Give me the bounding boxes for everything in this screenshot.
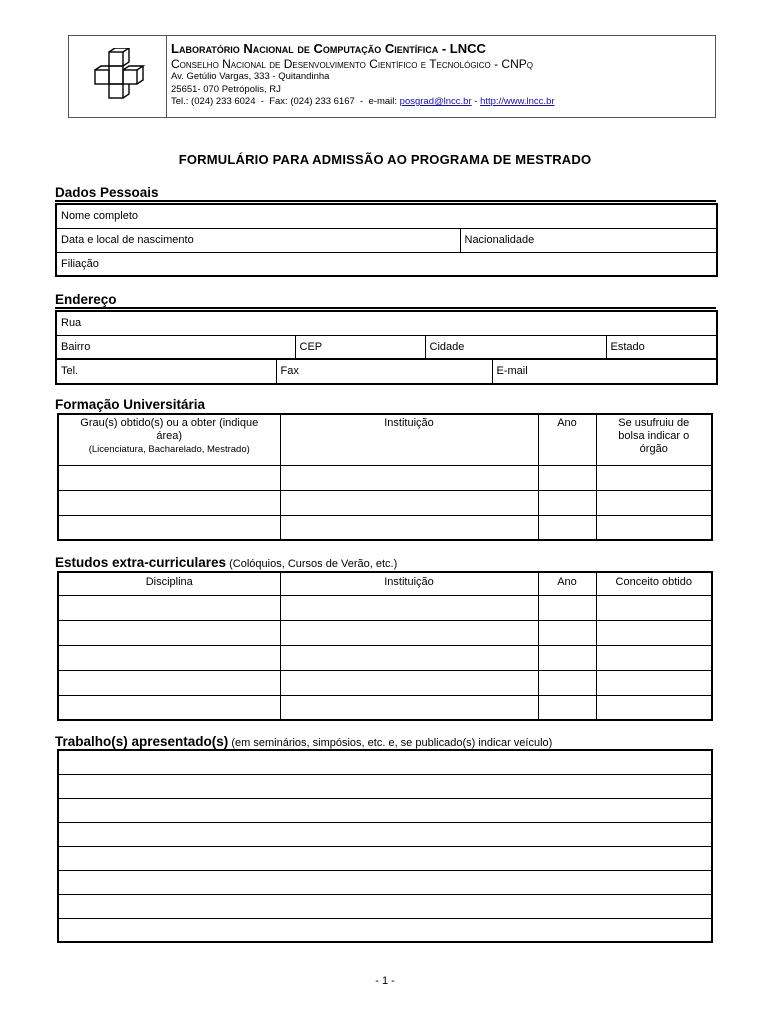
letterhead-text <box>171 41 711 109</box>
table-row <box>58 846 712 870</box>
cell-input[interactable] <box>280 670 538 695</box>
field-tel[interactable]: Tel. <box>56 360 276 384</box>
letterhead-divider <box>166 35 167 118</box>
cell-input[interactable] <box>538 465 596 490</box>
cell-input[interactable] <box>596 695 712 720</box>
endereco-contact-table <box>55 359 718 385</box>
trabalhos-heading-text: Trabalho(s) apresentado(s) <box>55 734 229 749</box>
cell-input[interactable] <box>596 595 712 620</box>
table-row <box>58 918 712 942</box>
address-line: Av. Getúlio Vargas, 333 - Quitandinha <box>171 71 330 82</box>
cell-input[interactable] <box>596 645 712 670</box>
field-nacionalidade[interactable]: Nacionalidade <box>460 228 717 252</box>
link-separator: - <box>471 96 481 107</box>
endereco-table <box>55 310 718 360</box>
cell-input[interactable] <box>58 620 280 645</box>
cell-input[interactable] <box>538 695 596 720</box>
cell-input[interactable] <box>58 846 712 870</box>
cell-input[interactable] <box>58 870 712 894</box>
col-header-ano: Ano <box>538 414 596 465</box>
cell-input[interactable] <box>58 490 280 515</box>
table-row <box>58 822 712 846</box>
col-header-disciplina: Disciplina <box>58 572 280 595</box>
trabalhos-heading-note: (em seminários, simpósios, etc. e, se publicado(s) indicar veículo) <box>228 737 553 749</box>
institution-name: Laboratório Nacional de Computação Científica - LNCC <box>171 41 486 56</box>
cell-input[interactable] <box>58 750 712 774</box>
cell-input[interactable] <box>596 490 712 515</box>
contact-line <box>171 96 711 109</box>
field-nome-completo[interactable]: Nome completo <box>56 204 717 228</box>
field-rua[interactable]: Rua <box>56 311 717 335</box>
cell-input[interactable] <box>280 515 538 540</box>
trabalhos-table <box>57 749 713 943</box>
field-estado[interactable]: Estado <box>606 335 717 359</box>
col-header-ano: Ano <box>538 572 596 595</box>
cell-input[interactable] <box>280 465 538 490</box>
col-header-conceito: Conceito obtido <box>596 572 712 595</box>
field-bairro[interactable]: Bairro <box>56 335 295 359</box>
field-data-local-nascimento[interactable]: Data e local de nascimento <box>56 228 460 252</box>
table-row <box>58 620 712 645</box>
section-rule <box>55 307 716 309</box>
col-header-instituicao: Instituição <box>280 572 538 595</box>
field-cep[interactable]: CEP <box>295 335 425 359</box>
table-row <box>58 515 712 540</box>
cell-input[interactable] <box>280 490 538 515</box>
cell-input[interactable] <box>58 822 712 846</box>
section-heading-endereco: Endereço <box>55 292 117 307</box>
table-row <box>58 695 712 720</box>
cell-input[interactable] <box>596 515 712 540</box>
section-heading-trabalhos <box>55 734 552 749</box>
formacao-table <box>57 413 713 541</box>
email-link[interactable]: posgrad@lncc.br <box>399 96 472 107</box>
col-header-bolsa: Se usufruiu de bolsa indicar o órgão <box>596 414 712 465</box>
col-header-grau-text: Grau(s) obtido(s) ou a obter (indique área) <box>80 417 259 442</box>
table-row <box>58 465 712 490</box>
cell-input[interactable] <box>58 595 280 620</box>
lncc-cubes-logo-icon <box>90 48 146 104</box>
council-name: Conselho Nacional de Desenvolvimento Científico e Tecnológico - CNPq <box>171 57 533 71</box>
cell-input[interactable] <box>596 620 712 645</box>
table-row <box>58 750 712 774</box>
cell-input[interactable] <box>58 670 280 695</box>
col-header-grau-sub: (Licenciatura, Bacharelado, Mestrado) <box>88 444 250 455</box>
website-link[interactable]: http://www.lncc.br <box>480 96 555 107</box>
cell-input[interactable] <box>538 515 596 540</box>
section-heading-dados-pessoais: Dados Pessoais <box>55 185 159 200</box>
page-number: - 1 - <box>375 975 395 987</box>
extra-table <box>57 571 713 721</box>
cell-input[interactable] <box>596 465 712 490</box>
cell-input[interactable] <box>538 620 596 645</box>
field-cidade[interactable]: Cidade <box>425 335 606 359</box>
cell-input[interactable] <box>58 465 280 490</box>
section-rule <box>55 200 716 202</box>
section-heading-formacao: Formação Universitária <box>55 397 206 412</box>
cell-input[interactable] <box>538 595 596 620</box>
table-row <box>58 798 712 822</box>
cell-input[interactable] <box>538 670 596 695</box>
section-heading-extra <box>55 555 397 570</box>
table-row <box>58 774 712 798</box>
cell-input[interactable] <box>58 918 712 942</box>
city-line: 25651- 070 Petrópolis, RJ <box>171 83 281 95</box>
cell-input[interactable] <box>280 620 538 645</box>
cell-input[interactable] <box>58 695 280 720</box>
cell-input[interactable] <box>58 515 280 540</box>
dados-pessoais-table <box>55 203 718 277</box>
field-fax[interactable]: Fax <box>276 360 492 384</box>
extra-heading-note: (Colóquios, Cursos de Verão, etc.) <box>226 558 398 570</box>
cell-input[interactable] <box>280 645 538 670</box>
contact-prefix: Tel.: (024) 233 6024 - Fax: (024) 233 6167 - e-mail: <box>171 96 400 107</box>
cell-input[interactable] <box>538 490 596 515</box>
cell-input[interactable] <box>58 798 712 822</box>
table-row <box>58 595 712 620</box>
cell-input[interactable] <box>280 695 538 720</box>
cell-input[interactable] <box>58 774 712 798</box>
table-row <box>58 894 712 918</box>
table-row <box>58 670 712 695</box>
cell-input[interactable] <box>280 595 538 620</box>
cell-input[interactable] <box>58 894 712 918</box>
extra-heading-text: Estudos extra-curriculares <box>55 555 227 570</box>
cell-input[interactable] <box>596 670 712 695</box>
table-row <box>58 490 712 515</box>
field-email[interactable]: E-mail <box>492 360 717 384</box>
table-row <box>58 870 712 894</box>
cell-input[interactable] <box>58 645 280 670</box>
cell-input[interactable] <box>538 645 596 670</box>
col-header-grau <box>58 414 280 465</box>
form-title: FORMULÁRIO PARA ADMISSÃO AO PROGRAMA DE MESTRADO <box>178 152 592 167</box>
field-filiacao[interactable]: Filiação <box>56 252 717 276</box>
col-header-instituicao: Instituição <box>280 414 538 465</box>
table-row <box>58 645 712 670</box>
